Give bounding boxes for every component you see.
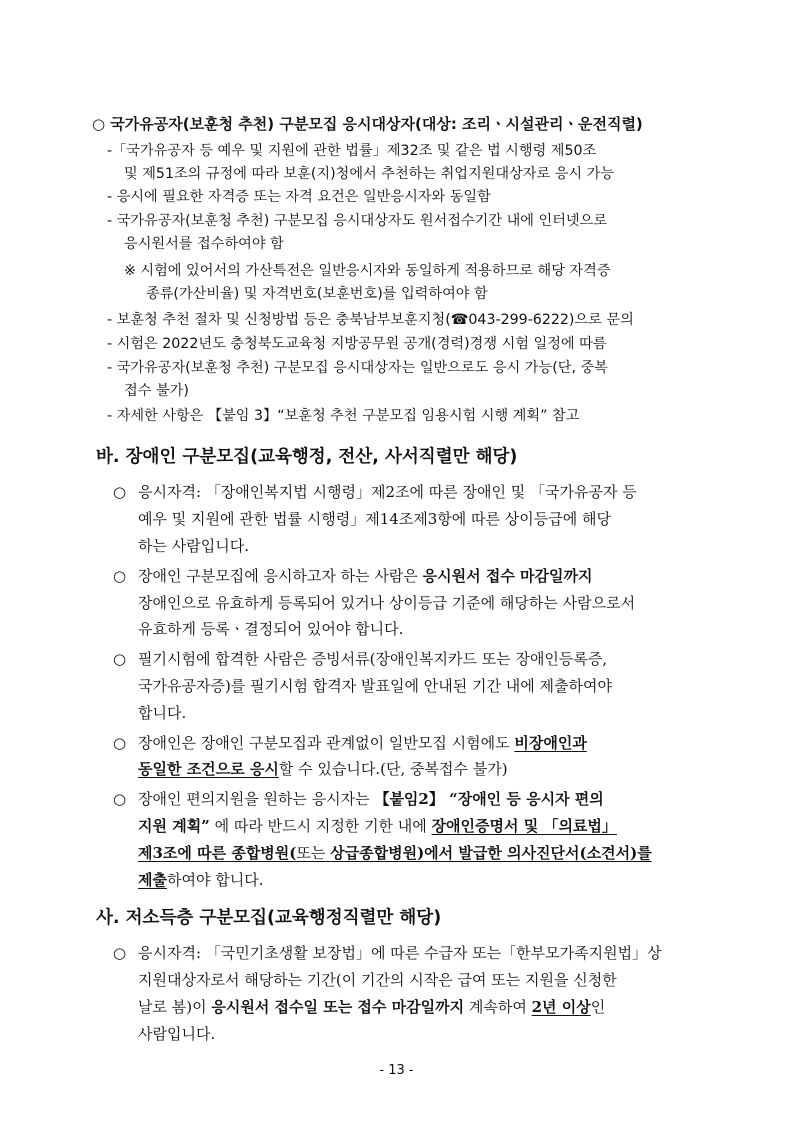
emphasis-text: 응시원서 접수 마감일까지 — [422, 567, 593, 585]
paragraph-line — [138, 996, 605, 1018]
section-o-note: ※ 시험에 있어서의 가산특전은 일반응시자와 동일하게 적용하므로 해당 자격증 — [124, 263, 611, 279]
bullet: ○ — [113, 567, 127, 585]
section-o-header: ○ 국가유공자(보훈청 추천) 구분모집 응시대상자(대상: 조리ㆍ시설관리ㆍ운전직렬) — [92, 115, 643, 133]
emphasis-text: 제3조에 따른 종합병원( — [138, 844, 297, 862]
text-run: 장애인 구분모집에 응시하고자 하는 사람은 — [138, 567, 423, 585]
section-o-note: 종류(가산비율) 및 자격번호(보훈번호)를 입력하여야 함 — [146, 286, 488, 302]
emphasis-text: 2년 이상 — [531, 998, 591, 1016]
paragraph-line: 유효하게 등록ㆍ결정되어 있어야 합니다. — [138, 620, 404, 638]
emphasis-text: 응시원서 접수일 또는 접수 마감일까지 — [211, 998, 465, 1016]
page-number: - 13 - — [379, 1063, 414, 1078]
text-run: 계속하여 — [464, 998, 532, 1016]
text-run: 하여야 합니다. — [166, 871, 264, 889]
section-o-line: - 보훈청 추천 절차 및 신청방법 등은 충북남부보훈지청(☎043-299-6222)으로 문의 — [107, 312, 634, 328]
section-o-line: - 시험은 2022년도 충청북도교육청 지방공무원 공개(경력)경쟁 시험 일정에 따름 — [107, 336, 607, 352]
text-run: 인 — [590, 998, 606, 1016]
bullet: ○ — [113, 734, 127, 752]
paragraph-line — [138, 815, 617, 837]
paragraph-line: 사람입니다. — [138, 1025, 216, 1043]
bullet: ○ — [113, 944, 127, 962]
paragraph-line — [138, 842, 652, 864]
paragraph-line: 국가유공자증)를 필기시험 합격자 발표일에 안내된 기간 내에 제출하여야 — [138, 677, 612, 695]
paragraph-line: 필기시험에 합격한 사람은 증빙서류(장애인복지카드 또는 장애인등록증, — [138, 650, 608, 668]
paragraph-line: 응시자격: 「장애인복지법 시행령」제2조에 따른 장애인 및 「국가유공자 등 — [138, 483, 637, 501]
paragraph-line — [138, 565, 593, 587]
bullet: ○ — [113, 650, 127, 668]
paragraph-line: 지원대상자로서 해당하는 기간(이 기간의 시작은 급여 또는 지원을 신청한 — [138, 971, 617, 989]
section-o-line: 및 제51조의 규정에 따라 보훈(지)청에서 추천하는 취업지원대상자로 응시 가능 — [124, 166, 615, 182]
text-run: 날로 봄)이 — [138, 998, 212, 1016]
section-o-line: - 국가유공자(보훈청 추천) 구분모집 응시대상자는 일반으로도 응시 가능(단, 중복 — [107, 360, 608, 376]
text-run: 장애인 편의지원을 원하는 응시자는 — [138, 790, 375, 808]
paragraph-line: 응시자격: 「국민기초생활 보장법」에 따른 수급자 또는「한부모가족지원법」상 — [138, 944, 662, 962]
paragraph-line: 장애인으로 유효하게 등록되어 있거나 상이등급 기준에 해당하는 사람으로서 — [138, 594, 636, 612]
section-o-line: - 자세한 사항은 【붙임 3】“보훈청 추천 구분모집 임용시험 시행 계획” 참고 — [107, 408, 580, 424]
emphasis-text: 【붙임2】 “장애인 등 응시자 편의 — [374, 790, 604, 808]
section-o-line: 접수 불가) — [124, 383, 189, 399]
paragraph-line — [138, 869, 263, 891]
emphasis-text: 제출 — [138, 871, 167, 889]
section-o-line: -「국가유공자 등 예우 및 지원에 관한 법률」제32조 및 같은 법 시행령 제50조 — [107, 143, 597, 159]
text-run: 할 수 있습니다.(단, 중복접수 불가) — [278, 760, 508, 778]
text-run: 장애인은 장애인 구분모집과 관계없이 일반모집 시험에도 — [138, 734, 515, 752]
bullet: ○ — [113, 790, 127, 808]
paragraph-line — [138, 788, 604, 810]
section-ba-title: 바. 장애인 구분모집(교육행정, 전산, 사서직렬만 해당) — [96, 447, 518, 467]
emphasis-text: 상급종합병원)에서 발급한 의사진단서(소견서)를 — [330, 844, 652, 862]
paragraph-line — [138, 732, 587, 754]
paragraph-line: 합니다. — [138, 704, 187, 722]
section-o-line: - 국가유공자(보훈청 추천) 구분모집 응시대상자도 원서접수기간 내에 인터넷으로 — [107, 213, 608, 229]
emphasis-text: 지원 계획” — [138, 817, 210, 835]
paragraph-line: 하는 사람입니다. — [138, 537, 249, 555]
paragraph-line — [138, 758, 508, 780]
emphasis-text: 동일한 조건으로 응시 — [138, 760, 279, 778]
section-o-line: - 응시에 필요한 자격증 또는 자격 요건은 일반응시자와 동일함 — [107, 189, 491, 205]
text-run: 에 따라 반드시 지정한 기한 내에 — [209, 817, 432, 835]
section-o-line: 응시원서를 접수하여야 함 — [124, 236, 284, 252]
paragraph-line: 예우 및 지원에 관한 법률 시행령」제14조제3항에 따른 상이등급에 해당 — [138, 510, 612, 528]
text-run: 또는 — [296, 844, 331, 862]
bullet: ○ — [113, 483, 127, 501]
section-sa-title: 사. 저소득층 구분모집(교육행정직렬만 해당) — [96, 908, 442, 928]
emphasis-text: 비장애인과 — [514, 734, 587, 752]
emphasis-text: 장애인증명서 및 「의료법」 — [431, 817, 617, 835]
